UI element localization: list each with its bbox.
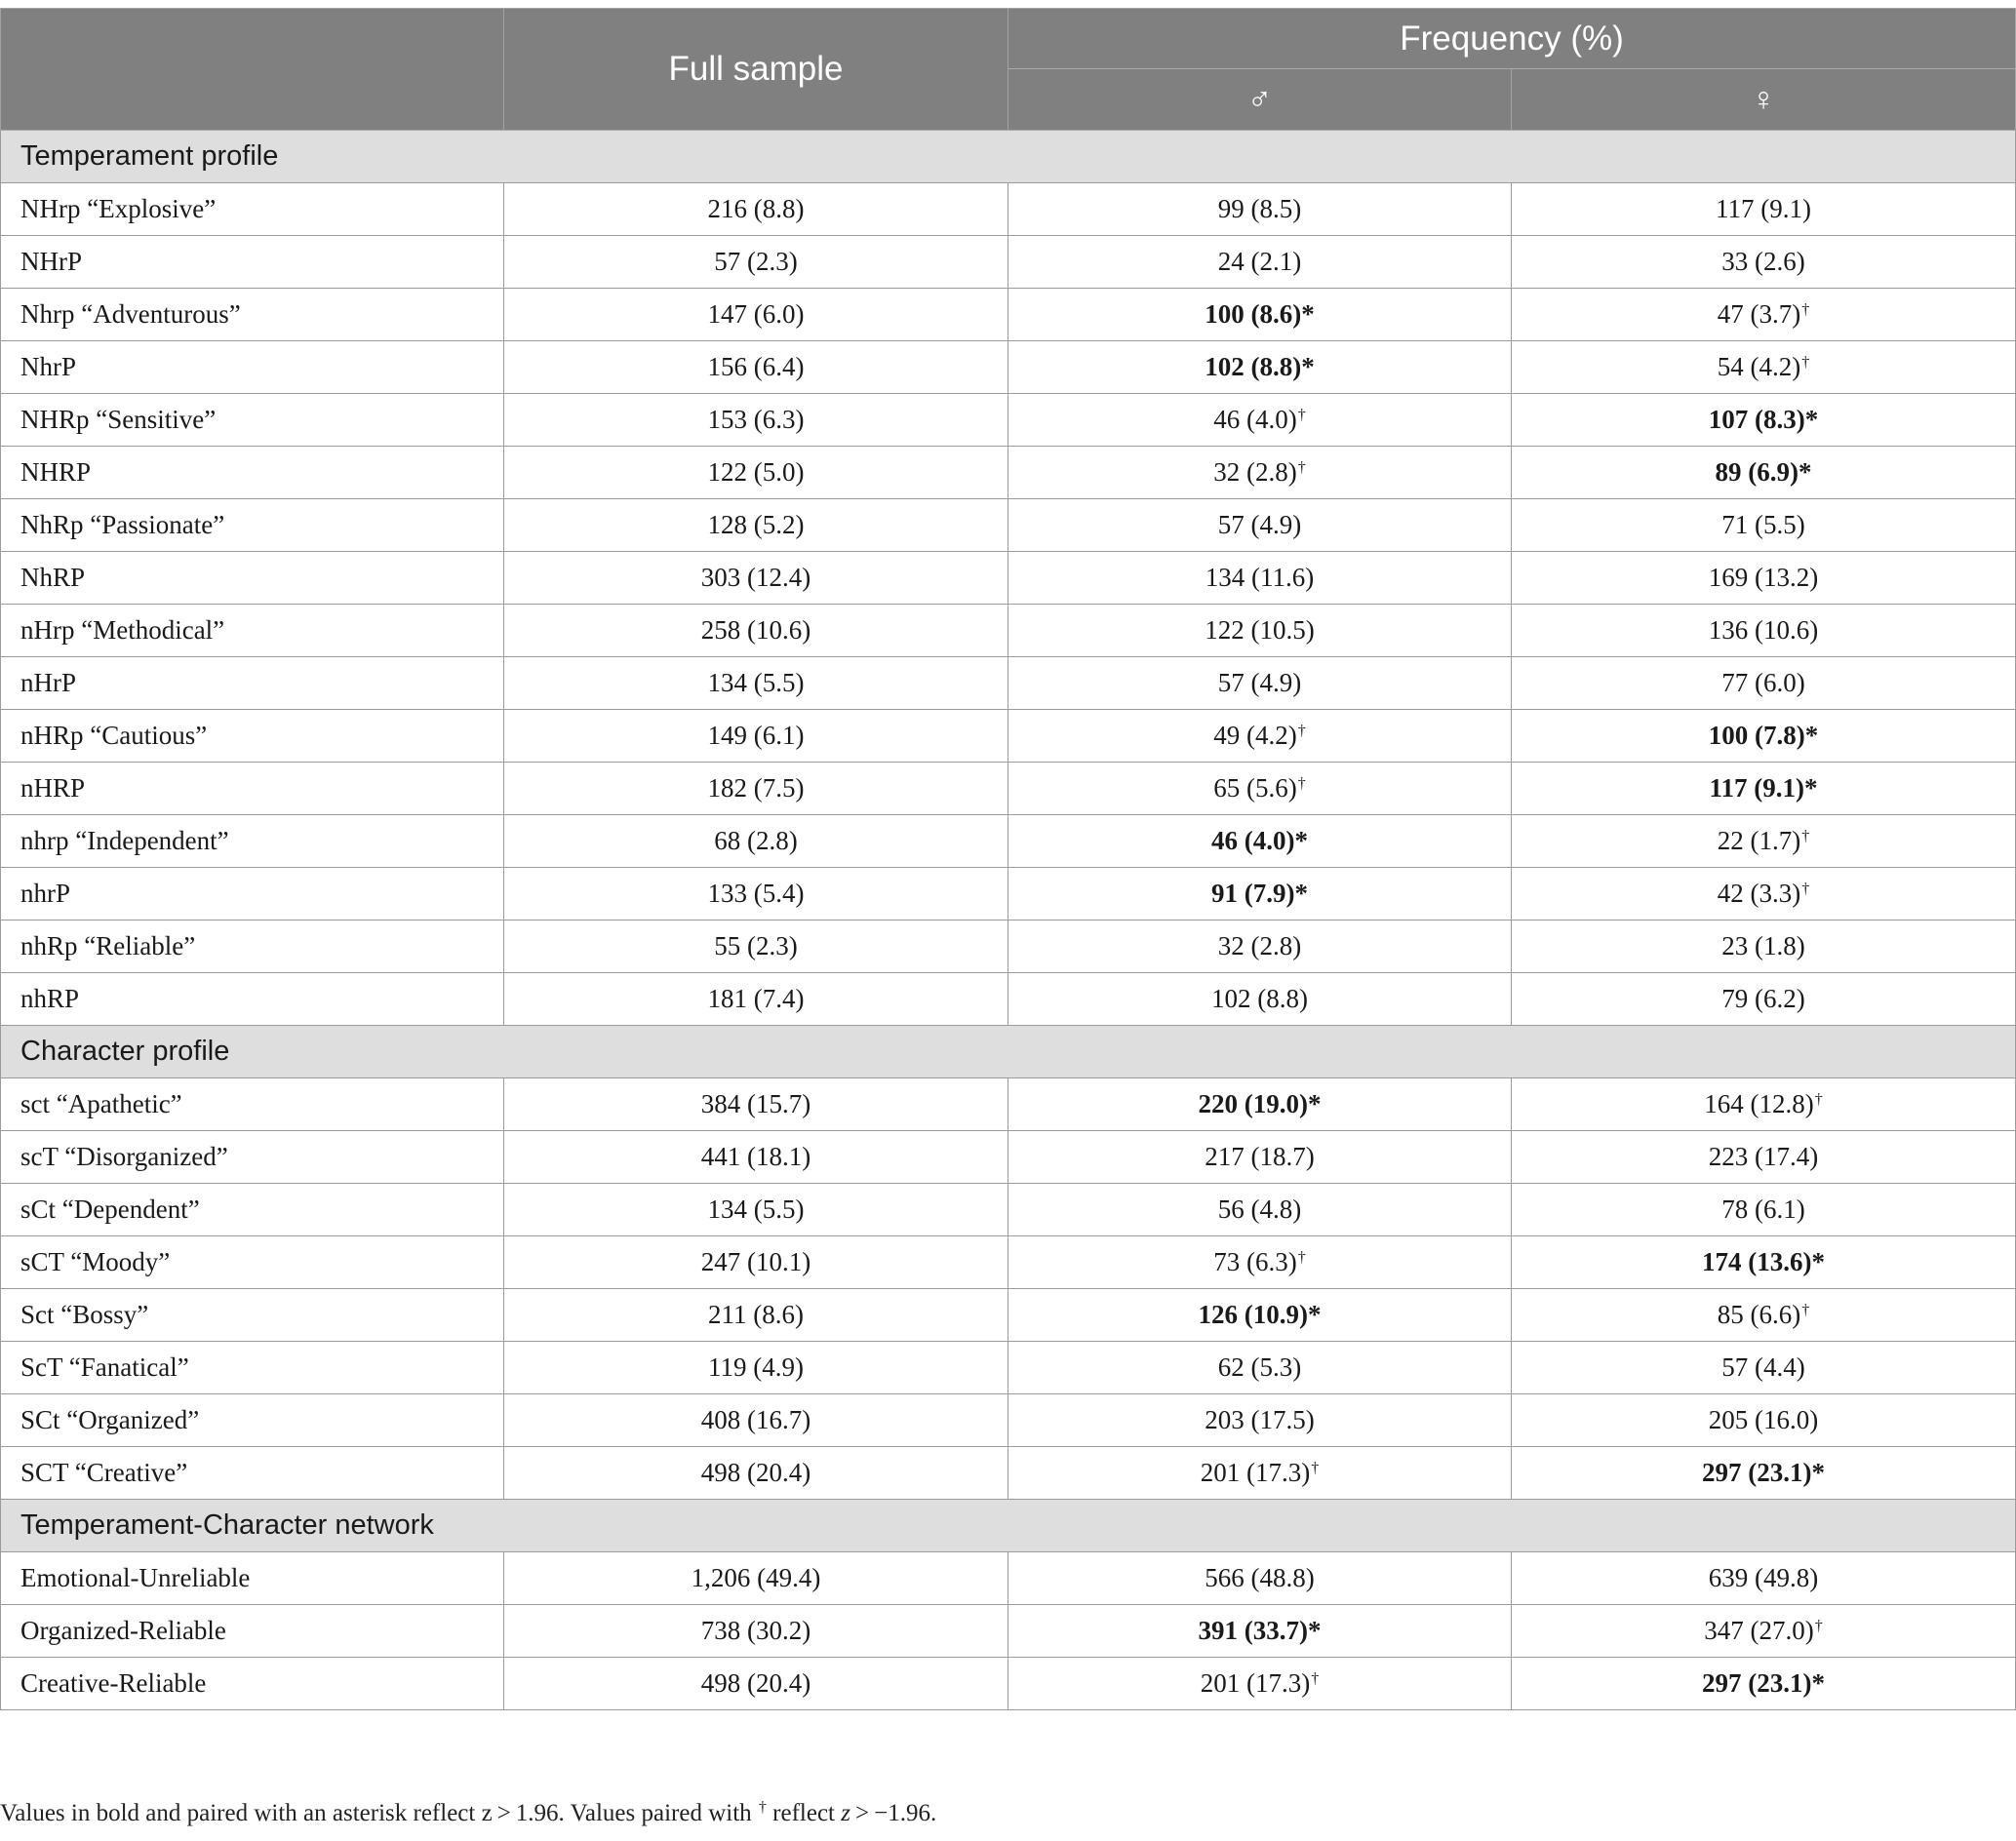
female-value: 42 (3.3): [1717, 879, 1801, 908]
header-full-sample: Full sample: [504, 9, 1008, 131]
section-header-row: [1, 131, 2016, 183]
male-value: 24 (2.1): [1217, 247, 1302, 276]
row-label: nHRP: [1, 763, 504, 815]
row-label: Sct “Bossy”: [1, 1289, 504, 1342]
male-value: 566 (48.8): [1205, 1563, 1315, 1592]
male-value-cell: [1008, 1131, 1512, 1184]
male-value-cell: [1008, 183, 1512, 236]
male-value-cell: [1008, 657, 1512, 710]
female-value-cell: [1512, 1131, 2016, 1184]
table-row: [1, 1289, 2016, 1342]
dagger-mark: †: [1801, 301, 1810, 318]
female-value-cell: [1512, 552, 2016, 605]
male-value: 73 (6.3): [1213, 1247, 1297, 1276]
female-value-cell: [1512, 289, 2016, 341]
full-sample-value: 181 (7.4): [504, 973, 1008, 1026]
male-value: 391 (33.7)*: [1198, 1616, 1322, 1645]
header-female-symbol: ♀: [1512, 69, 2016, 131]
row-label: nhrP: [1, 868, 504, 920]
section-header-row: [1, 1500, 2016, 1552]
male-value: 49 (4.2): [1213, 721, 1297, 750]
full-sample-value: 147 (6.0): [504, 289, 1008, 341]
female-value: 23 (1.8): [1721, 931, 1805, 960]
male-value-cell: [1008, 1658, 1512, 1710]
table-row: [1, 1447, 2016, 1500]
female-value-cell: [1512, 1342, 2016, 1394]
female-value: 89 (6.9)*: [1715, 457, 1812, 487]
full-sample-value: 122 (5.0): [504, 447, 1008, 499]
female-value: 77 (6.0): [1721, 668, 1805, 697]
full-sample-value: 182 (7.5): [504, 763, 1008, 815]
male-value-cell: [1008, 1289, 1512, 1342]
female-value: 71 (5.5): [1721, 510, 1805, 539]
table-row: [1, 289, 2016, 341]
female-value-cell: [1512, 1394, 2016, 1447]
female-value-cell: [1512, 815, 2016, 868]
full-sample-value: 408 (16.7): [504, 1394, 1008, 1447]
table-row: [1, 1658, 2016, 1710]
full-sample-value: 216 (8.8): [504, 183, 1008, 236]
female-value: 22 (1.7): [1717, 826, 1801, 855]
row-label: NHrp “Explosive”: [1, 183, 504, 236]
male-value: 134 (11.6): [1205, 563, 1315, 592]
male-value-cell: [1008, 394, 1512, 447]
female-value-cell: [1512, 868, 2016, 920]
female-value-cell: [1512, 710, 2016, 763]
table-row: [1, 868, 2016, 920]
dagger-mark: †: [1297, 1249, 1306, 1266]
row-label: nhRP: [1, 973, 504, 1026]
row-label: NhrP: [1, 341, 504, 394]
male-value-cell: [1008, 815, 1512, 868]
full-sample-value: 441 (18.1): [504, 1131, 1008, 1184]
male-value-cell: [1008, 499, 1512, 552]
female-value-cell: [1512, 1289, 2016, 1342]
full-sample-value: 384 (15.7): [504, 1078, 1008, 1131]
male-value-cell: [1008, 447, 1512, 499]
male-value: 217 (18.7): [1205, 1142, 1315, 1171]
male-value-cell: [1008, 868, 1512, 920]
female-value-cell: [1512, 447, 2016, 499]
male-value-cell: [1008, 1394, 1512, 1447]
male-value: 91 (7.9)*: [1211, 879, 1308, 908]
female-value: 85 (6.6): [1717, 1300, 1801, 1329]
row-label: sCT “Moody”: [1, 1236, 504, 1289]
row-label: NhRp “Passionate”: [1, 499, 504, 552]
dagger-mark: †: [1801, 1302, 1810, 1318]
female-value-cell: [1512, 1552, 2016, 1605]
male-value-cell: [1008, 1605, 1512, 1658]
dagger-mark: †: [1297, 723, 1306, 739]
row-label: sct “Apathetic”: [1, 1078, 504, 1131]
female-value-cell: [1512, 763, 2016, 815]
full-sample-value: 68 (2.8): [504, 815, 1008, 868]
female-value: 107 (8.3)*: [1708, 405, 1819, 434]
row-label: SCt “Organized”: [1, 1394, 504, 1447]
table-row: [1, 1131, 2016, 1184]
footnote-text-2: reflect: [766, 1800, 842, 1826]
male-value-cell: [1008, 1184, 1512, 1236]
row-label: nHrP: [1, 657, 504, 710]
male-value-cell: [1008, 341, 1512, 394]
row-label: Nhrp “Adventurous”: [1, 289, 504, 341]
footnote-text-1: Values in bold and paired with an asterisk reflect z > 1.96. Values paired with: [0, 1800, 758, 1826]
male-value-cell: [1008, 1342, 1512, 1394]
female-value: 169 (13.2): [1708, 563, 1819, 592]
table-row: [1, 1236, 2016, 1289]
male-value: 102 (8.8): [1211, 984, 1308, 1013]
full-sample-value: 149 (6.1): [504, 710, 1008, 763]
male-value-cell: [1008, 1447, 1512, 1500]
section-title: Temperament profile: [1, 131, 2016, 183]
male-value: 220 (19.0)*: [1198, 1089, 1322, 1118]
table-header: [1, 9, 2016, 131]
female-value: 47 (3.7): [1717, 299, 1801, 329]
female-value: 57 (4.4): [1721, 1352, 1805, 1382]
dagger-mark: †: [1311, 1670, 1320, 1687]
full-sample-value: 128 (5.2): [504, 499, 1008, 552]
female-value: 297 (23.1)*: [1702, 1458, 1825, 1487]
table-row: [1, 341, 2016, 394]
table-row: [1, 763, 2016, 815]
header-blank-cell: [1, 9, 504, 131]
table-row: [1, 1552, 2016, 1605]
row-label: NHRp “Sensitive”: [1, 394, 504, 447]
male-value: 203 (17.5): [1205, 1405, 1315, 1434]
table-row: [1, 1342, 2016, 1394]
table-row: [1, 973, 2016, 1026]
dagger-mark: †: [1297, 407, 1306, 423]
table-row: [1, 552, 2016, 605]
full-sample-value: 498 (20.4): [504, 1447, 1008, 1500]
female-value-cell: [1512, 341, 2016, 394]
table-footnote: [0, 1799, 936, 1827]
full-sample-value: 133 (5.4): [504, 868, 1008, 920]
dagger-mark: †: [1801, 881, 1810, 897]
dagger-mark: †: [1311, 1460, 1320, 1476]
row-label: Creative-Reliable: [1, 1658, 504, 1710]
male-value-cell: [1008, 1236, 1512, 1289]
male-value-cell: [1008, 920, 1512, 973]
male-value-cell: [1008, 552, 1512, 605]
row-label: NhRP: [1, 552, 504, 605]
dagger-mark: †: [1801, 828, 1810, 844]
row-label: nHRp “Cautious”: [1, 710, 504, 763]
table-row: [1, 447, 2016, 499]
male-value: 57 (4.9): [1217, 668, 1302, 697]
female-value-cell: [1512, 394, 2016, 447]
male-value-cell: [1008, 763, 1512, 815]
full-sample-value: 211 (8.6): [504, 1289, 1008, 1342]
female-value-cell: [1512, 657, 2016, 710]
male-value: 126 (10.9)*: [1198, 1300, 1322, 1329]
male-value: 122 (10.5): [1205, 615, 1315, 645]
table-row: [1, 499, 2016, 552]
header-male-symbol: ♂: [1008, 69, 1512, 131]
row-label: nHrp “Methodical”: [1, 605, 504, 657]
full-sample-value: 153 (6.3): [504, 394, 1008, 447]
male-value: 100 (8.6)*: [1205, 299, 1315, 329]
dagger-mark: †: [1814, 1091, 1823, 1108]
full-sample-value: 498 (20.4): [504, 1658, 1008, 1710]
full-sample-value: 57 (2.3): [504, 236, 1008, 289]
female-value: 100 (7.8)*: [1708, 721, 1819, 750]
table-row: [1, 1184, 2016, 1236]
row-label: scT “Disorganized”: [1, 1131, 504, 1184]
dagger-mark: †: [1801, 354, 1810, 371]
table-row: [1, 657, 2016, 710]
full-sample-value: 738 (30.2): [504, 1605, 1008, 1658]
row-label: NHrP: [1, 236, 504, 289]
table-row: [1, 710, 2016, 763]
table-row: [1, 1605, 2016, 1658]
table-row: [1, 183, 2016, 236]
male-value: 46 (4.0)*: [1211, 826, 1308, 855]
table-body: [1, 131, 2016, 1710]
frequency-table: [0, 8, 2016, 1710]
male-value: 65 (5.6): [1213, 773, 1297, 803]
row-label: NHRP: [1, 447, 504, 499]
male-value-cell: [1008, 1078, 1512, 1131]
female-value-cell: [1512, 605, 2016, 657]
male-value: 46 (4.0): [1213, 405, 1297, 434]
female-value: 164 (12.8): [1704, 1089, 1814, 1118]
female-value: 639 (49.8): [1708, 1563, 1819, 1592]
full-sample-value: 119 (4.9): [504, 1342, 1008, 1394]
male-value: 32 (2.8): [1217, 931, 1302, 960]
table-row: [1, 1078, 2016, 1131]
full-sample-value: 134 (5.5): [504, 657, 1008, 710]
male-value: 99 (8.5): [1217, 194, 1302, 223]
female-value-cell: [1512, 236, 2016, 289]
male-value: 201 (17.3): [1200, 1458, 1311, 1487]
female-value: 136 (10.6): [1708, 615, 1819, 645]
male-value-cell: [1008, 605, 1512, 657]
male-value-cell: [1008, 973, 1512, 1026]
female-value-cell: [1512, 1658, 2016, 1710]
female-value: 223 (17.4): [1708, 1142, 1819, 1171]
dagger-mark: †: [1814, 1618, 1823, 1634]
female-value-cell: [1512, 920, 2016, 973]
row-label: nhRp “Reliable”: [1, 920, 504, 973]
full-sample-value: 55 (2.3): [504, 920, 1008, 973]
full-sample-value: 247 (10.1): [504, 1236, 1008, 1289]
table-row: [1, 605, 2016, 657]
male-value: 57 (4.9): [1217, 510, 1302, 539]
female-value-cell: [1512, 1078, 2016, 1131]
male-value: 102 (8.8)*: [1205, 352, 1315, 381]
section-title: Character profile: [1, 1026, 2016, 1078]
female-value: 174 (13.6)*: [1702, 1247, 1825, 1276]
row-label: ScT “Fanatical”: [1, 1342, 504, 1394]
row-label: sCt “Dependent”: [1, 1184, 504, 1236]
female-value-cell: [1512, 1236, 2016, 1289]
female-value: 117 (9.1): [1716, 194, 1811, 223]
female-value-cell: [1512, 1605, 2016, 1658]
male-value-cell: [1008, 1552, 1512, 1605]
row-label: SCT “Creative”: [1, 1447, 504, 1500]
row-label: Emotional-Unreliable: [1, 1552, 504, 1605]
full-sample-value: 134 (5.5): [504, 1184, 1008, 1236]
female-value: 78 (6.1): [1721, 1195, 1805, 1224]
row-label: Organized-Reliable: [1, 1605, 504, 1658]
table-row: [1, 1394, 2016, 1447]
female-value-cell: [1512, 973, 2016, 1026]
male-value: 56 (4.8): [1217, 1195, 1302, 1224]
full-sample-value: 258 (10.6): [504, 605, 1008, 657]
female-value-cell: [1512, 499, 2016, 552]
female-value: 297 (23.1)*: [1702, 1668, 1825, 1698]
full-sample-value: 156 (6.4): [504, 341, 1008, 394]
male-value: 62 (5.3): [1217, 1352, 1302, 1382]
female-value-cell: [1512, 1447, 2016, 1500]
male-value-cell: [1008, 289, 1512, 341]
table-row: [1, 815, 2016, 868]
table-row: [1, 236, 2016, 289]
female-value: 79 (6.2): [1721, 984, 1805, 1013]
footnote-z: z: [841, 1800, 850, 1826]
dagger-mark: †: [1297, 775, 1306, 792]
female-value-cell: [1512, 183, 2016, 236]
dagger-mark: †: [1297, 459, 1306, 476]
footnote-text-3: > −1.96.: [850, 1800, 937, 1826]
header-frequency: Frequency (%): [1008, 9, 2016, 69]
full-sample-value: 303 (12.4): [504, 552, 1008, 605]
table-row: [1, 394, 2016, 447]
female-value: 205 (16.0): [1708, 1405, 1819, 1434]
female-value: 117 (9.1)*: [1709, 773, 1818, 803]
male-value: 32 (2.8): [1213, 457, 1297, 487]
female-value: 54 (4.2): [1717, 352, 1801, 381]
male-value-cell: [1008, 236, 1512, 289]
male-value-cell: [1008, 710, 1512, 763]
female-value: 347 (27.0): [1704, 1616, 1814, 1645]
female-value-cell: [1512, 1184, 2016, 1236]
section-title: Temperament-Character network: [1, 1500, 2016, 1552]
male-value: 201 (17.3): [1200, 1668, 1311, 1698]
footnote-dagger: †: [758, 1799, 767, 1816]
full-sample-value: 1,206 (49.4): [504, 1552, 1008, 1605]
table-row: [1, 920, 2016, 973]
section-header-row: [1, 1026, 2016, 1078]
row-label: nhrp “Independent”: [1, 815, 504, 868]
female-value: 33 (2.6): [1721, 247, 1805, 276]
